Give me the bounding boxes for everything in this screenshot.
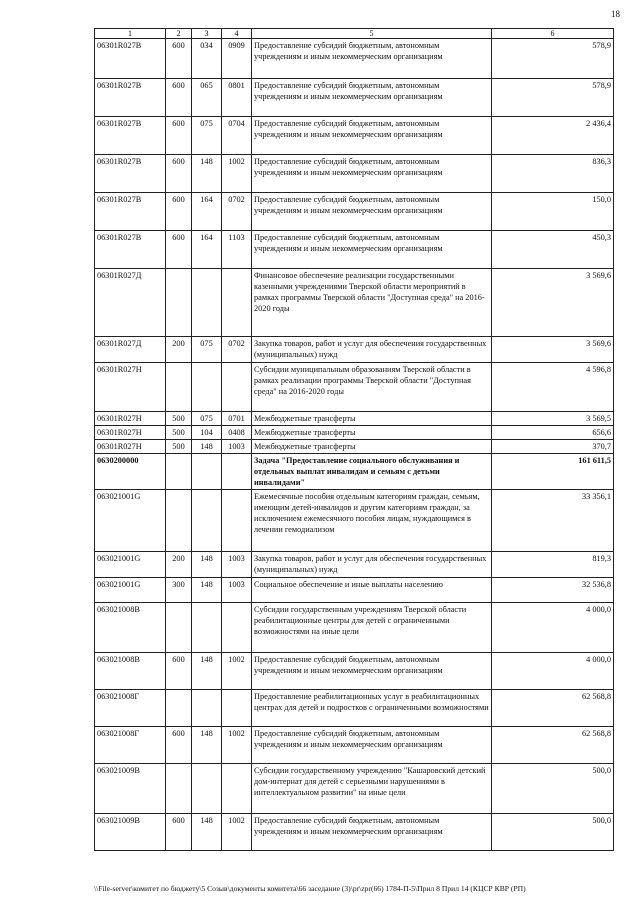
- amount-cell: 161 611,5: [492, 454, 614, 490]
- section-cell: 0801: [222, 79, 252, 117]
- expense-type-cell: 200: [166, 552, 192, 578]
- expense-type-cell: [166, 603, 192, 653]
- amount-cell: 2 436,4: [492, 117, 614, 155]
- budget-code-cell: 06301R027Н: [95, 412, 166, 426]
- section-cell: [222, 454, 252, 490]
- admin-code-cell: [192, 690, 222, 727]
- amount-cell: 500,0: [492, 764, 614, 814]
- budget-code-cell: 063021008В: [95, 603, 166, 653]
- expense-type-cell: 600: [166, 231, 192, 269]
- table-row: [95, 155, 614, 193]
- section-cell: [222, 690, 252, 727]
- admin-code-cell: 164: [192, 231, 222, 269]
- section-cell: 1002: [222, 653, 252, 690]
- budget-code-cell: 063021001G: [95, 578, 166, 603]
- item-name-cell: Предоставление субсидий бюджетным, автономным учреждениям и иным некоммерческим организациям: [252, 814, 492, 851]
- amount-cell: 819,3: [492, 552, 614, 578]
- section-cell: 1003: [222, 552, 252, 578]
- table-row: [95, 552, 614, 578]
- section-cell: 1003: [222, 440, 252, 454]
- amount-cell: 656,6: [492, 426, 614, 440]
- item-name-cell: Предоставление реабилитационных услуг в реабилитационных центрах для детей и подростков с ограниченными возможностями: [252, 690, 492, 727]
- expense-type-cell: 500: [166, 440, 192, 454]
- budget-code-cell: 06301R027В: [95, 193, 166, 231]
- amount-cell: 32 536,8: [492, 578, 614, 603]
- item-name-cell: Субсидии государственному учреждению "Кашаровский детский дом-интернат для детей с серьезными нарушениями в интеллектуальном развитии" на иные цели: [252, 764, 492, 814]
- amount-cell: 33 356,1: [492, 490, 614, 552]
- amount-cell: 578,9: [492, 39, 614, 79]
- expense-type-cell: [166, 490, 192, 552]
- budget-code-cell: 06301R027Д: [95, 269, 166, 337]
- item-name-cell: Субсидии муниципальным образованиям Тверской области в рамках реализации программы Тверской области "Доступная среда" на 2016-2020 годы: [252, 363, 492, 412]
- admin-code-cell: 148: [192, 552, 222, 578]
- admin-code-cell: 148: [192, 440, 222, 454]
- amount-cell: 450,3: [492, 231, 614, 269]
- table-row: [95, 690, 614, 727]
- expense-type-cell: 600: [166, 39, 192, 79]
- admin-code-cell: 104: [192, 426, 222, 440]
- table-row: [95, 363, 614, 412]
- column-header: 1: [95, 29, 166, 39]
- table-row: [95, 603, 614, 653]
- admin-code-cell: 065: [192, 79, 222, 117]
- table-row: [95, 193, 614, 231]
- expense-type-cell: 600: [166, 117, 192, 155]
- table-row: [95, 764, 614, 814]
- budget-code-cell: 063021008Г: [95, 727, 166, 764]
- admin-code-cell: 164: [192, 193, 222, 231]
- section-cell: 1002: [222, 814, 252, 851]
- item-name-cell: Социальное обеспечение и иные выплаты населению: [252, 578, 492, 603]
- section-cell: 0701: [222, 412, 252, 426]
- budget-code-cell: 06301R027В: [95, 39, 166, 79]
- amount-cell: 370,7: [492, 440, 614, 454]
- table-row: [95, 337, 614, 363]
- expense-type-cell: [166, 454, 192, 490]
- admin-code-cell: 148: [192, 578, 222, 603]
- file-path-footer: \\File-server\комитет по бюджету\5 Созыв\документы комитета\66 заседание (3)\pr\zpr(66) 1784-П-5\Прил 8 Прил 14 (КЦСР КВР (РП): [94, 884, 526, 893]
- budget-code-cell: 063021009В: [95, 764, 166, 814]
- column-header: 2: [166, 29, 192, 39]
- admin-code-cell: 148: [192, 653, 222, 690]
- table-row: [95, 412, 614, 426]
- section-cell: [222, 603, 252, 653]
- table-row: [95, 231, 614, 269]
- expense-type-cell: 600: [166, 653, 192, 690]
- admin-code-cell: 034: [192, 39, 222, 79]
- item-name-cell: Ежемесячные пособия отдельным категориям граждан, семьям, имеющим детей-инвалидов и другим категориям граждан, за исключением ежемесячного пособия лицам, нуждающимся в лечении гемодиализом: [252, 490, 492, 552]
- table-row: [95, 440, 614, 454]
- section-cell: 1103: [222, 231, 252, 269]
- expense-type-cell: 600: [166, 155, 192, 193]
- table-row: [95, 814, 614, 851]
- column-header: 3: [192, 29, 222, 39]
- admin-code-cell: [192, 603, 222, 653]
- amount-cell: 578,9: [492, 79, 614, 117]
- amount-cell: 62 568,8: [492, 690, 614, 727]
- item-name-cell: Субсидии государственным учреждениям Тверской области реабилитационные центры для детей с ограниченными возможностями на иные цели: [252, 603, 492, 653]
- admin-code-cell: 075: [192, 337, 222, 363]
- expense-type-cell: 600: [166, 814, 192, 851]
- budget-code-cell: 063021001G: [95, 552, 166, 578]
- budget-code-cell: 063021008В: [95, 653, 166, 690]
- admin-code-cell: [192, 269, 222, 337]
- admin-code-cell: 148: [192, 155, 222, 193]
- page-number: 18: [611, 9, 620, 19]
- expense-type-cell: [166, 363, 192, 412]
- item-name-cell: Закупка товаров, работ и услуг для обеспечения государственных (муниципальных) нужд: [252, 337, 492, 363]
- table-row: [95, 653, 614, 690]
- item-name-cell: Предоставление субсидий бюджетным, автономным учреждениям и иным некоммерческим организациям: [252, 193, 492, 231]
- budget-code-cell: 06301R027Н: [95, 426, 166, 440]
- amount-cell: 4 000,0: [492, 603, 614, 653]
- table-row: [95, 79, 614, 117]
- item-name-cell: Предоставление субсидий бюджетным, автономным учреждениям и иным некоммерческим организациям: [252, 79, 492, 117]
- section-cell: 0909: [222, 39, 252, 79]
- table-row: [95, 39, 614, 79]
- admin-code-cell: [192, 490, 222, 552]
- item-name-cell: Предоставление субсидий бюджетным, автономным учреждениям и иным некоммерческим организациям: [252, 39, 492, 79]
- budget-code-cell: 0630200000: [95, 454, 166, 490]
- budget-code-cell: 06301R027В: [95, 231, 166, 269]
- admin-code-cell: 148: [192, 814, 222, 851]
- expense-type-cell: 600: [166, 79, 192, 117]
- item-name-cell: Предоставление субсидий бюджетным, автономным учреждениям и иным некоммерческим организациям: [252, 117, 492, 155]
- section-cell: [222, 269, 252, 337]
- section-cell: 1002: [222, 155, 252, 193]
- column-header: 5: [252, 29, 492, 39]
- section-cell: 1002: [222, 727, 252, 764]
- amount-cell: 3 569,6: [492, 337, 614, 363]
- expense-type-cell: 300: [166, 578, 192, 603]
- amount-cell: 500,0: [492, 814, 614, 851]
- budget-code-cell: 06301R027В: [95, 155, 166, 193]
- amount-cell: 150,0: [492, 193, 614, 231]
- expense-type-cell: 600: [166, 727, 192, 764]
- section-cell: 0704: [222, 117, 252, 155]
- table-row: [95, 490, 614, 552]
- item-name-cell: Предоставление субсидий бюджетным, автономным учреждениям и иным некоммерческим организациям: [252, 653, 492, 690]
- table-row: [95, 454, 614, 490]
- budget-table: [94, 28, 614, 851]
- admin-code-cell: [192, 764, 222, 814]
- table-row: [95, 269, 614, 337]
- amount-cell: 4 596,8: [492, 363, 614, 412]
- amount-cell: 4 000,0: [492, 653, 614, 690]
- column-header: 4: [222, 29, 252, 39]
- item-name-cell: Задача "Предоставление социального обслуживания и отдельных выплат инвалидам и семьям с детьми инвалидами": [252, 454, 492, 490]
- item-name-cell: Предоставление субсидий бюджетным, автономным учреждениям и иным некоммерческим организациям: [252, 231, 492, 269]
- expense-type-cell: [166, 764, 192, 814]
- expense-type-cell: 200: [166, 337, 192, 363]
- budget-code-cell: 06301R027Н: [95, 363, 166, 412]
- table-row: [95, 117, 614, 155]
- section-cell: 0408: [222, 426, 252, 440]
- item-name-cell: Межбюджетные трансферты: [252, 412, 492, 426]
- item-name-cell: Межбюджетные трансферты: [252, 440, 492, 454]
- budget-code-cell: 06301R027В: [95, 117, 166, 155]
- budget-code-cell: 06301R027Н: [95, 440, 166, 454]
- expense-type-cell: [166, 690, 192, 727]
- amount-cell: 62 568,8: [492, 727, 614, 764]
- amount-cell: 3 569,5: [492, 412, 614, 426]
- expense-type-cell: [166, 269, 192, 337]
- section-cell: 0702: [222, 337, 252, 363]
- item-name-cell: Предоставление субсидий бюджетным, автономным учреждениям и иным некоммерческим организациям: [252, 155, 492, 193]
- admin-code-cell: 148: [192, 727, 222, 764]
- item-name-cell: Предоставление субсидий бюджетным, автономным учреждениям и иным некоммерческим организациям: [252, 727, 492, 764]
- section-cell: [222, 764, 252, 814]
- section-cell: 0702: [222, 193, 252, 231]
- budget-code-cell: 063021008Г: [95, 690, 166, 727]
- expense-type-cell: 600: [166, 193, 192, 231]
- budget-code-cell: 063021001G: [95, 490, 166, 552]
- admin-code-cell: 075: [192, 412, 222, 426]
- admin-code-cell: [192, 363, 222, 412]
- section-cell: 1003: [222, 578, 252, 603]
- table-row: [95, 426, 614, 440]
- budget-code-cell: 063021009В: [95, 814, 166, 851]
- item-name-cell: Финансовое обеспечение реализации государственными казенными учреждениями Тверской области мероприятий в рамках программы Тверской области "Доступная среда" на 2016-2020 годы: [252, 269, 492, 337]
- column-number-row: [95, 29, 614, 39]
- section-cell: [222, 363, 252, 412]
- admin-code-cell: [192, 454, 222, 490]
- table-row: [95, 578, 614, 603]
- amount-cell: 3 569,6: [492, 269, 614, 337]
- section-cell: [222, 490, 252, 552]
- budget-code-cell: 06301R027Д: [95, 337, 166, 363]
- admin-code-cell: 075: [192, 117, 222, 155]
- item-name-cell: Закупка товаров, работ и услуг для обеспечения государственных (муниципальных) нужд: [252, 552, 492, 578]
- budget-code-cell: 06301R027В: [95, 79, 166, 117]
- table-row: [95, 727, 614, 764]
- expense-type-cell: 500: [166, 412, 192, 426]
- column-header: 6: [492, 29, 614, 39]
- expense-type-cell: 500: [166, 426, 192, 440]
- amount-cell: 836,3: [492, 155, 614, 193]
- item-name-cell: Межбюджетные трансферты: [252, 426, 492, 440]
